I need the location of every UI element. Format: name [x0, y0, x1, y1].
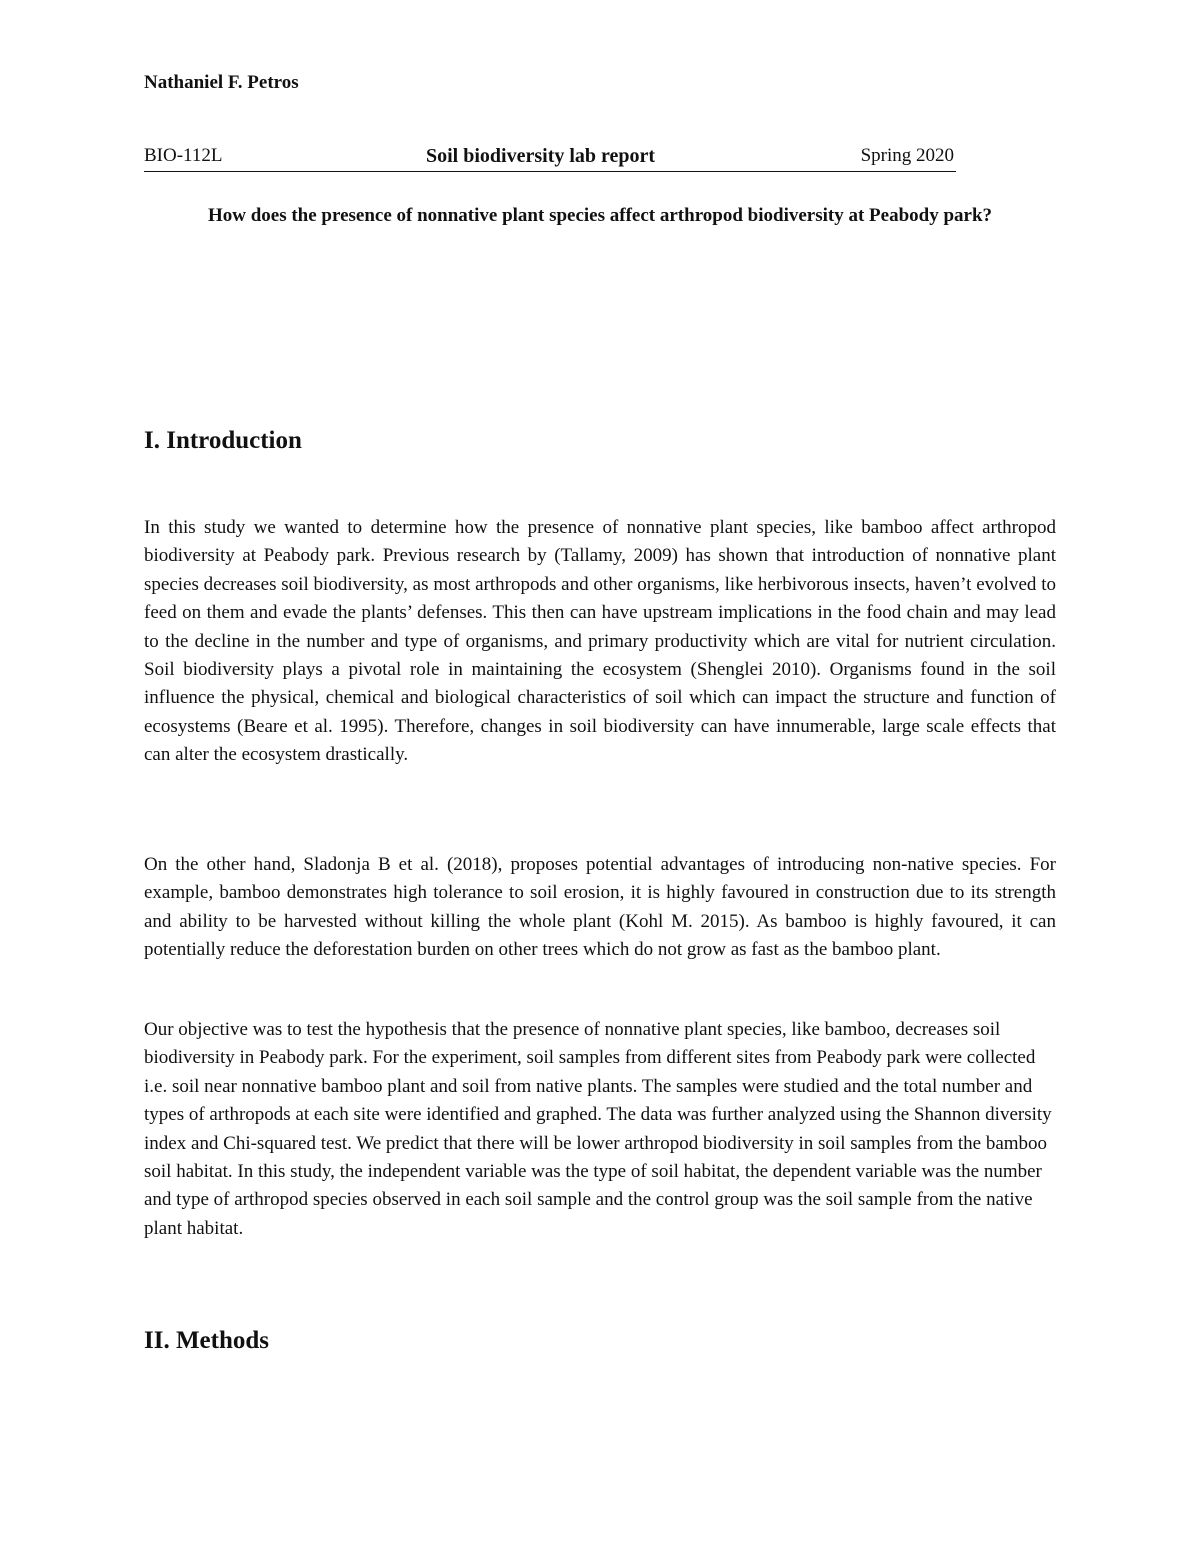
course-term: Spring 2020: [860, 145, 954, 166]
author-name: Nathaniel F. Petros: [144, 72, 299, 93]
course-header-row: [144, 145, 956, 172]
introduction-paragraph-2: On the other hand, Sladonja B et al. (2018), proposes potential advantages of introducing non-native species. For example, bamboo demonstrates high tolerance to soil erosion, it is highly favoured in construction due to its strength and ability to be harvested without killing the whole plant (Kohl M. 2015). As bamboo is highly favoured, it can potentially reduce the deforestation burden on other trees which do not grow as fast as the bamboo plant.: [144, 854, 1056, 961]
research-question: How does the presence of nonnative plant species affect arthropod biodiversity at Peabody park?: [207, 205, 993, 226]
course-code: BIO-112L: [144, 145, 223, 166]
introduction-paragraph-3: Our objective was to test the hypothesis that the presence of nonnative plant species, like bamboo, decreases soil biodiversity in Peabody park. For the experiment, soil samples from different sites from Peabody park were collected i.e. soil near nonnative bamboo plant and soil from native plants. The samples were studied and the total number and types of arthropods at each site were identified and graphed. The data was further analyzed using the Shannon diversity index and Chi-squared test. We predict that there will be lower arthropod biodiversity in soil samples from the bamboo soil habitat. In this study, the independent variable was the type of soil habitat, the dependent variable was the number and type of arthropod species observed in each soil sample and the control group was the soil sample from the native plant habitat.: [144, 1019, 1052, 1239]
report-title: Soil biodiversity lab report: [426, 145, 656, 167]
introduction-heading: I. Introduction: [144, 427, 302, 454]
introduction-paragraph-1: In this study we wanted to determine how the presence of nonnative plant species, like bamboo affect arthropod biodiversity at Peabody park. Previous research by (Tallamy, 2009) has shown that introduction of nonnative plant species decreases soil biodiversity, as most arthropods and other organisms, like herbivorous insects, haven’t evolved to feed on them and evade the plants’ defenses. This then can have upstream implications in the food chain and may lead to the decline in the number and type of organisms, and primary productivity which are vital for nutrient circulation. Soil biodiversity plays a pivotal role in maintaining the ecosystem (Shenglei 2010). Organisms found in the soil influence the physical, chemical and biological characteristics of soil which can impact the structure and function of ecosystems (Beare et al. 1995). Therefore, changes in soil biodiversity can have innumerable, large scale effects that can alter the ecosystem drastically.: [144, 517, 1056, 766]
methods-heading: II. Methods: [144, 1327, 270, 1354]
